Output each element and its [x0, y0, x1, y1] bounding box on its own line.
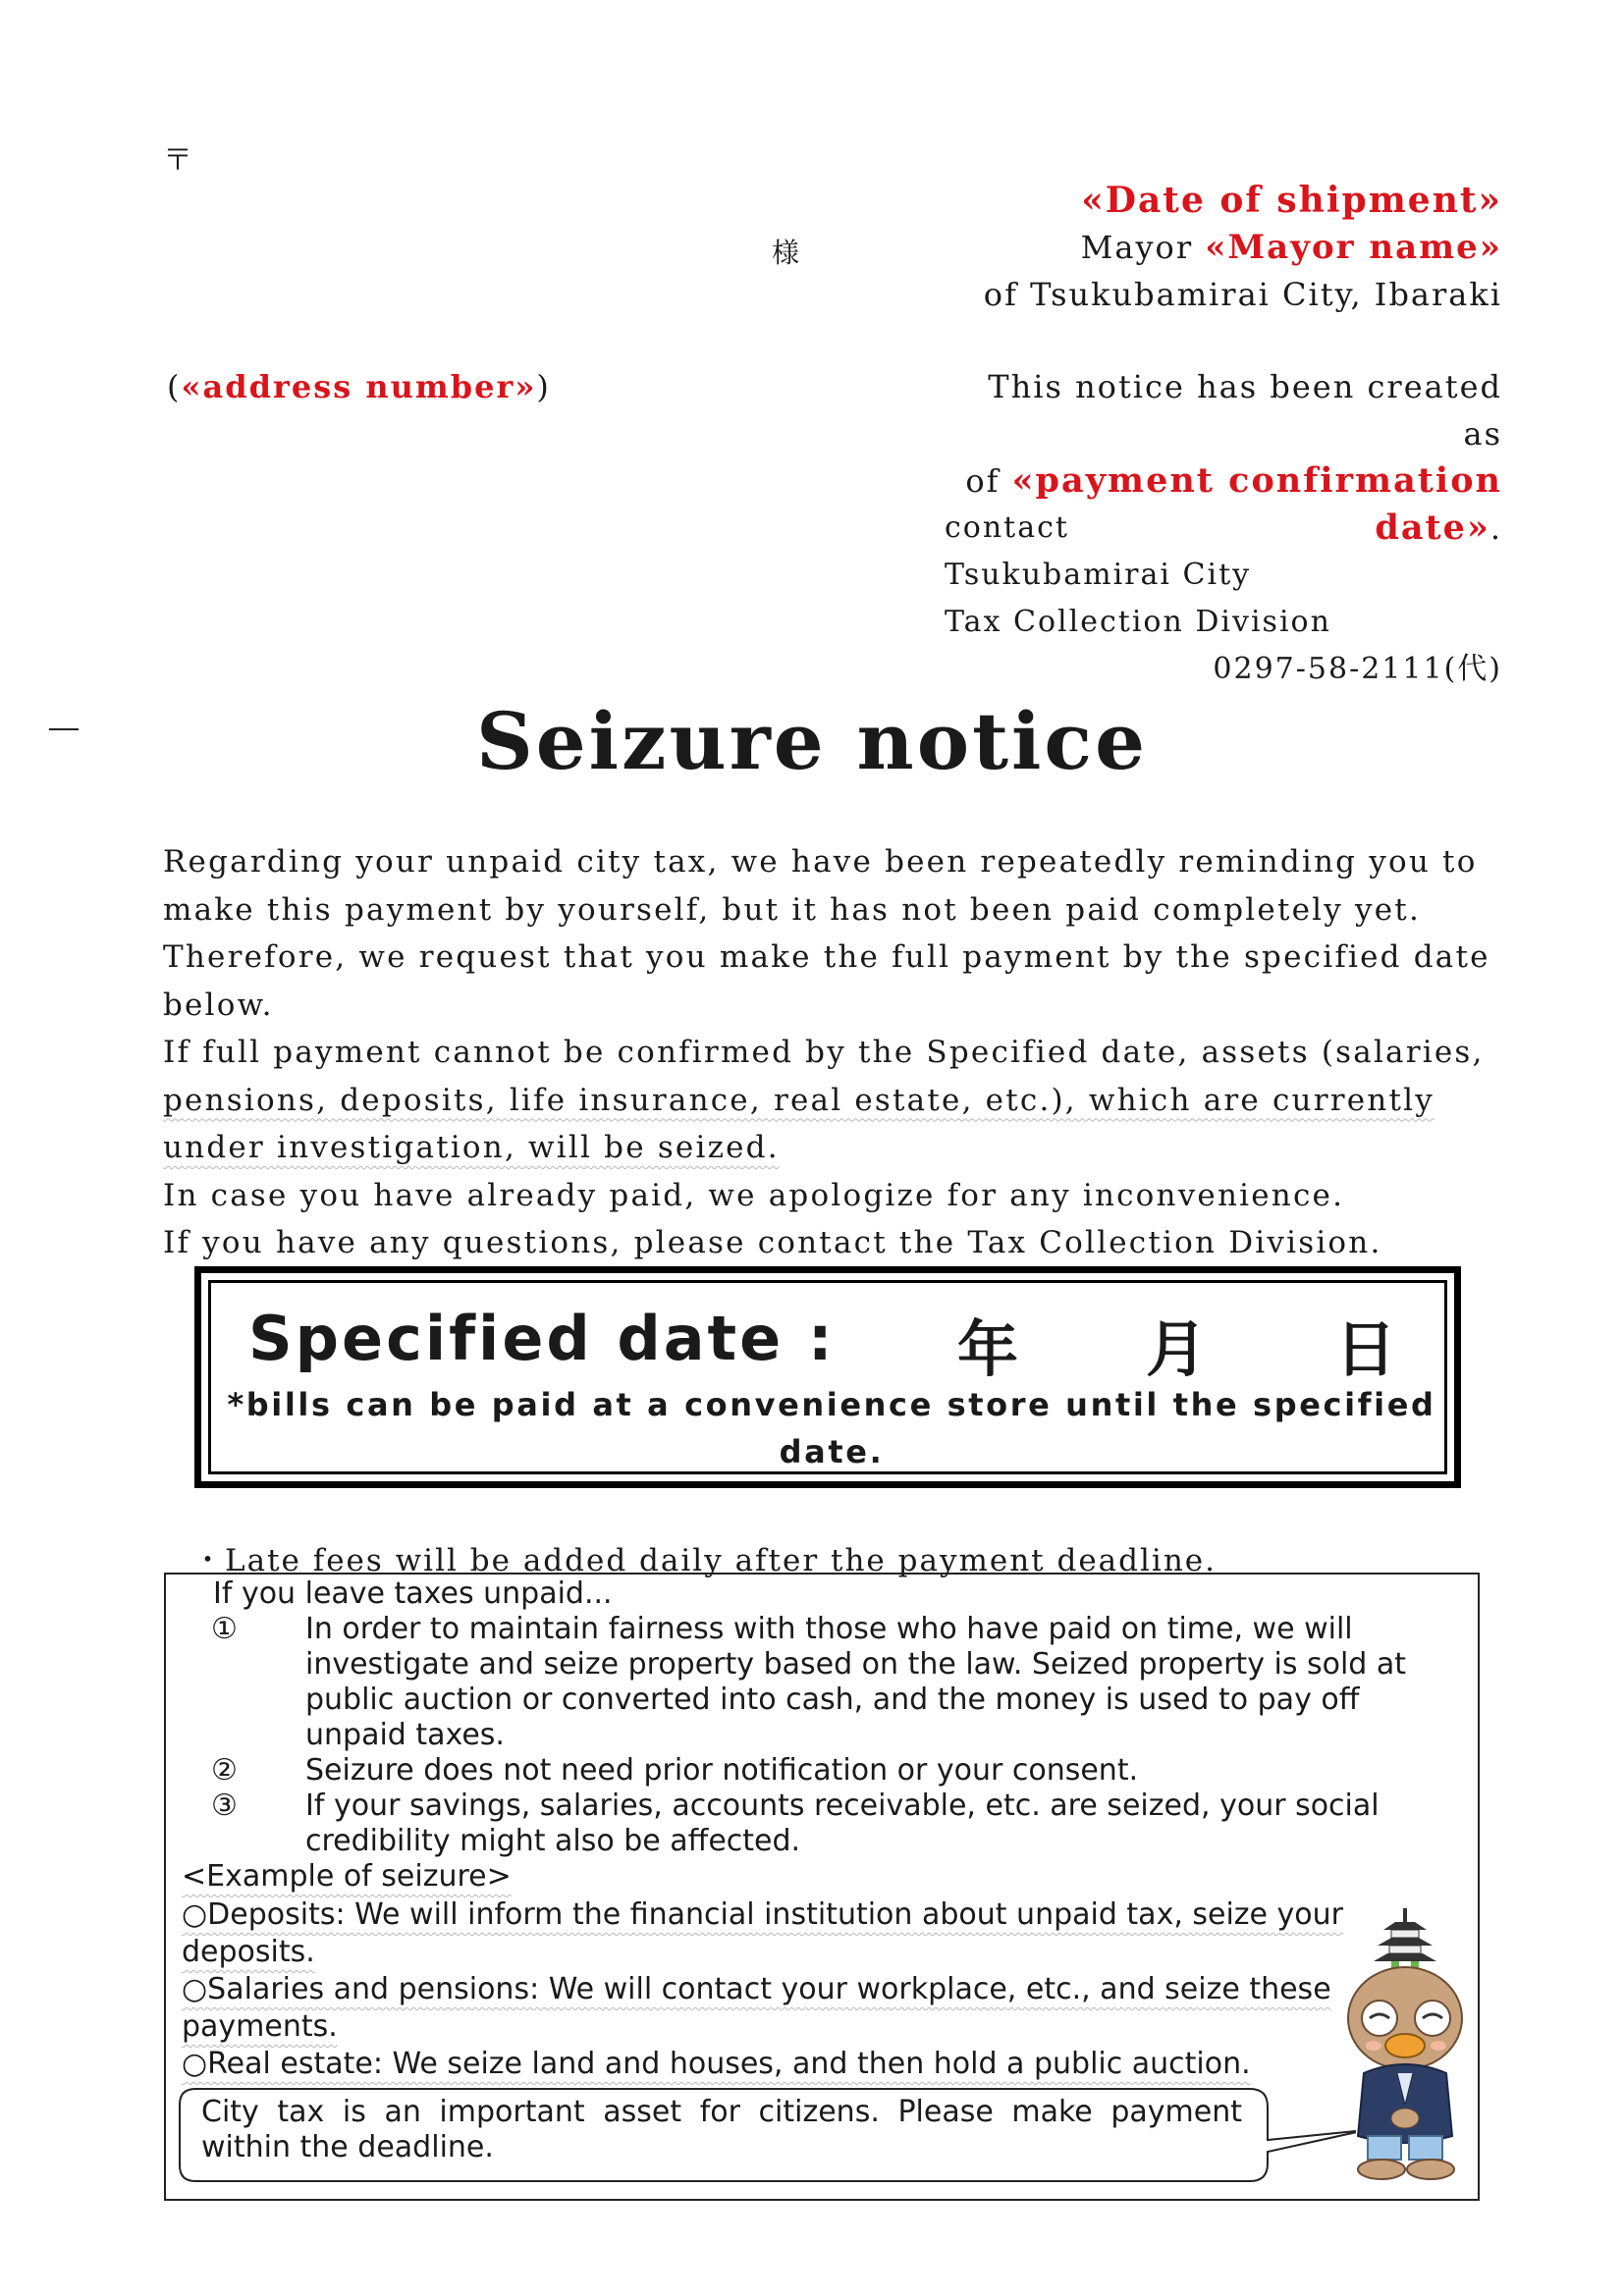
item-number: ② — [211, 1753, 238, 1788]
contact-phone — [945, 646, 1502, 693]
body-line: If you have any questions, please contact the Tax Collection Division. — [163, 1225, 1382, 1260]
item-text: In order to maintain fairness with those who have paid on time, we will investigate and seize property based on the law. Seized property is sold at public auction or converted into cash, and the money is used to pay off unpaid taxes. — [305, 1612, 1407, 1752]
shipment-date-field: «Date of shipment» — [1081, 180, 1502, 221]
created-of: of — [965, 462, 1001, 500]
body-line: If full payment cannot be confirmed by the Specified date, assets (salaries, — [163, 1035, 1485, 1070]
list-item — [211, 1612, 1458, 1753]
callout-text: City tax is an important asset for citizens. Please make payment within the deadline. — [201, 2095, 1242, 2164]
late-fees-note: ・Late fees will be added daily after the payment deadline. — [192, 1543, 1217, 1578]
body-line: Therefore, we request that you make the full payment by the specified date — [163, 939, 1490, 975]
body-line — [163, 1077, 1518, 1125]
contact-block — [945, 505, 1502, 693]
example-item — [182, 1896, 1389, 1971]
speech-bubble — [178, 2087, 1248, 2183]
phone-number: 0297-58-2111 — [1213, 652, 1444, 686]
specified-date-label: Specified date : — [248, 1303, 836, 1374]
body-line — [163, 1124, 1518, 1172]
honorific: 様 — [772, 237, 800, 269]
example-text: ○Deposits: We will inform the financial institution about unpaid tax, seize your deposits. — [182, 1897, 1344, 1969]
created-end: . — [1489, 509, 1502, 547]
item-number: ① — [211, 1612, 238, 1646]
body-line: make this payment by yourself, but it has not been paid completely yet. — [163, 891, 1422, 928]
convenience-store-note: *bills can be paid at a convenience store until the specified date. — [227, 1386, 1436, 1470]
unpaid-heading: If you leave taxes unpaid... — [213, 1576, 613, 1611]
address-number-field: «address number» — [181, 368, 537, 405]
phone-suffix: (代) — [1443, 652, 1502, 686]
postal-mark: 〒 — [163, 143, 192, 178]
unpaid-info-box — [164, 1573, 1480, 2201]
specified-date-inner-frame — [208, 1280, 1447, 1474]
body-line: Regarding your unpaid city tax, we have been repeatedly reminding you to — [163, 844, 1478, 880]
example-text: ○Salaries and pensions: We will contact your workplace, etc., and seize these payments. — [182, 1972, 1331, 2044]
created-of-line — [952, 457, 1502, 505]
specified-date-box — [194, 1266, 1461, 1488]
mascot-icon — [1344, 1908, 1472, 2193]
address-close: ) — [536, 368, 551, 405]
page-title: Seizure notice — [475, 695, 1149, 787]
body-line: below. — [163, 987, 274, 1023]
list-item — [211, 1753, 1458, 1789]
item-number: ③ — [211, 1789, 238, 1823]
mayor-prefix: Mayor — [1080, 229, 1194, 266]
item-text: Seizure does not need prior notification or your consent. — [305, 1753, 1139, 1788]
body-line: In case you have already paid, we apologize for any inconvenience. — [163, 1177, 1345, 1213]
body-line-text: under investigation, will be seized. — [163, 1130, 780, 1165]
address-number — [167, 363, 551, 410]
contact-label: contact — [945, 510, 1069, 545]
contact-division: Tax Collection Division — [945, 605, 1331, 639]
sender-block — [984, 177, 1502, 318]
contact-city: Tsukubamirai City — [945, 558, 1252, 592]
mayor-line — [984, 224, 1502, 271]
example-item — [182, 2046, 1389, 2083]
day-label: 日 — [1335, 1313, 1397, 1385]
address-open: ( — [167, 368, 182, 405]
list-item — [211, 1789, 1458, 1859]
payment-date-field-end: date» — [1375, 507, 1490, 548]
item-text: If your savings, salaries, accounts receivable, etc. are seized, your social credibility might also be affected. — [305, 1789, 1380, 1858]
body-line-text: pensions, deposits, life insurance, real estate, etc.), which are currently — [163, 1082, 1435, 1118]
year-label: 年 — [957, 1313, 1019, 1385]
city-line: of Tsukubamirai City, Ibaraki — [983, 276, 1502, 313]
created-line: This notice has been created as — [988, 368, 1502, 453]
month-label: 月 — [1146, 1313, 1208, 1385]
mayor-name-field: «Mayor name» — [1205, 228, 1502, 267]
example-text: ○Real estate: We seize land and houses, and then hold a public auction. — [182, 2047, 1251, 2081]
payment-date-field: «payment confirmation — [1011, 460, 1502, 501]
example-item — [182, 1971, 1389, 2046]
example-heading: <Example of seizure> — [182, 1859, 512, 1894]
notice-body — [163, 838, 1518, 1267]
